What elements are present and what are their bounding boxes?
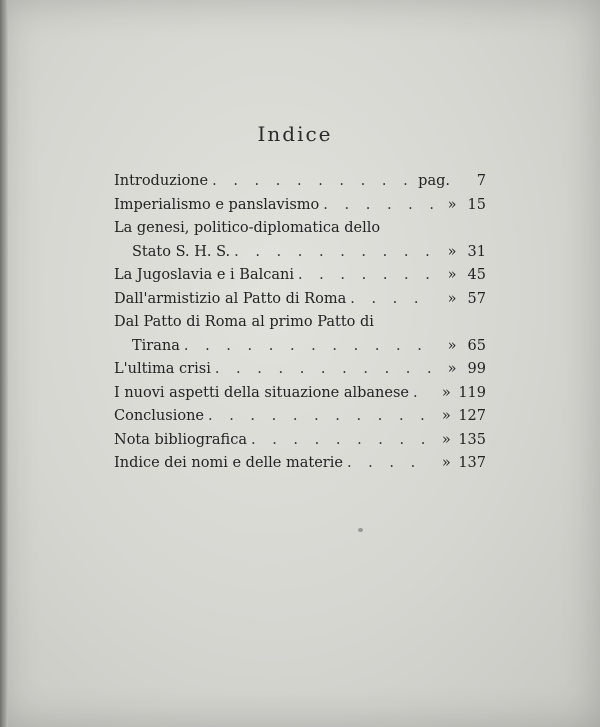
leader-dots xyxy=(298,264,436,288)
toc-entry-page: 137 xyxy=(458,455,486,471)
ditto-mark: » xyxy=(447,196,457,213)
toc-entry-title: I nuovi aspetti della situazione albanese xyxy=(114,384,409,401)
ditto-mark: » xyxy=(441,408,451,424)
ditto-mark: » xyxy=(441,384,451,401)
toc-entry-page: 127 xyxy=(458,408,486,424)
leader-dots xyxy=(215,358,436,382)
toc-entry-page: 7 xyxy=(476,173,486,189)
toc-entry xyxy=(114,382,486,406)
toc-entry-page: 57 xyxy=(467,290,486,307)
toc-entry-title: L'ultima crisi xyxy=(114,361,211,377)
page-binding-edge xyxy=(0,0,8,727)
toc-entry-title-continued: Stato S. H. S. xyxy=(132,243,231,260)
toc-entry-page: 31 xyxy=(467,243,486,260)
leader-dots xyxy=(347,452,430,476)
toc-entry-page: 45 xyxy=(467,267,486,283)
toc-entry-page: 119 xyxy=(458,384,486,401)
toc-entry xyxy=(114,429,486,453)
ditto-mark: » xyxy=(441,431,451,448)
toc-entry-title: Dall'armistizio al Patto di Roma xyxy=(114,290,347,307)
leader-dots xyxy=(251,429,430,453)
toc-entry-title: La genesi, politico-diplomatica dello xyxy=(114,220,381,236)
toc-entry xyxy=(114,217,486,264)
table-of-contents xyxy=(114,170,486,476)
toc-entry-title: Imperialismo e panslavismo xyxy=(114,196,320,213)
leader-dots xyxy=(208,405,430,429)
toc-entry-page: 99 xyxy=(467,361,486,377)
leader-dots xyxy=(184,335,436,359)
toc-entry-title: Conclusione xyxy=(114,408,204,424)
ditto-mark: » xyxy=(447,337,457,354)
toc-entry xyxy=(114,170,486,194)
leader-dots xyxy=(234,241,436,265)
ditto-mark: » xyxy=(447,267,457,283)
toc-entry-page: 135 xyxy=(458,431,486,448)
toc-entry-title: Dal Patto di Roma al primo Patto di xyxy=(114,314,374,330)
leader-dots xyxy=(350,288,436,312)
page-title: Indice xyxy=(257,122,333,146)
toc-entry-title: La Jugoslavia e i Balcani xyxy=(114,267,294,283)
toc-entry xyxy=(114,264,486,288)
toc-entry xyxy=(114,358,486,382)
paper-speck xyxy=(358,528,363,532)
ditto-mark: » xyxy=(447,243,457,260)
ditto-mark: » xyxy=(441,455,451,471)
ditto-mark: » xyxy=(447,361,457,377)
leader-dots xyxy=(212,170,414,194)
page-abbrev: pag. xyxy=(418,173,450,189)
toc-entry-page: 65 xyxy=(467,337,486,354)
toc-entry xyxy=(114,288,486,312)
toc-entry-title: Introduzione xyxy=(114,173,209,189)
leader-dots xyxy=(323,194,436,218)
leader-dots xyxy=(413,382,430,406)
toc-entry xyxy=(114,452,486,476)
toc-entry xyxy=(114,311,486,358)
toc-entry-title-continued: Tirana xyxy=(132,337,180,354)
ditto-mark: » xyxy=(447,290,457,307)
toc-entry-title: Indice dei nomi e delle materie xyxy=(114,455,343,471)
toc-entry xyxy=(114,194,486,218)
toc-entry-page: 15 xyxy=(467,196,486,213)
toc-entry xyxy=(114,405,486,429)
toc-entry-title: Nota bibliografica xyxy=(114,431,247,448)
